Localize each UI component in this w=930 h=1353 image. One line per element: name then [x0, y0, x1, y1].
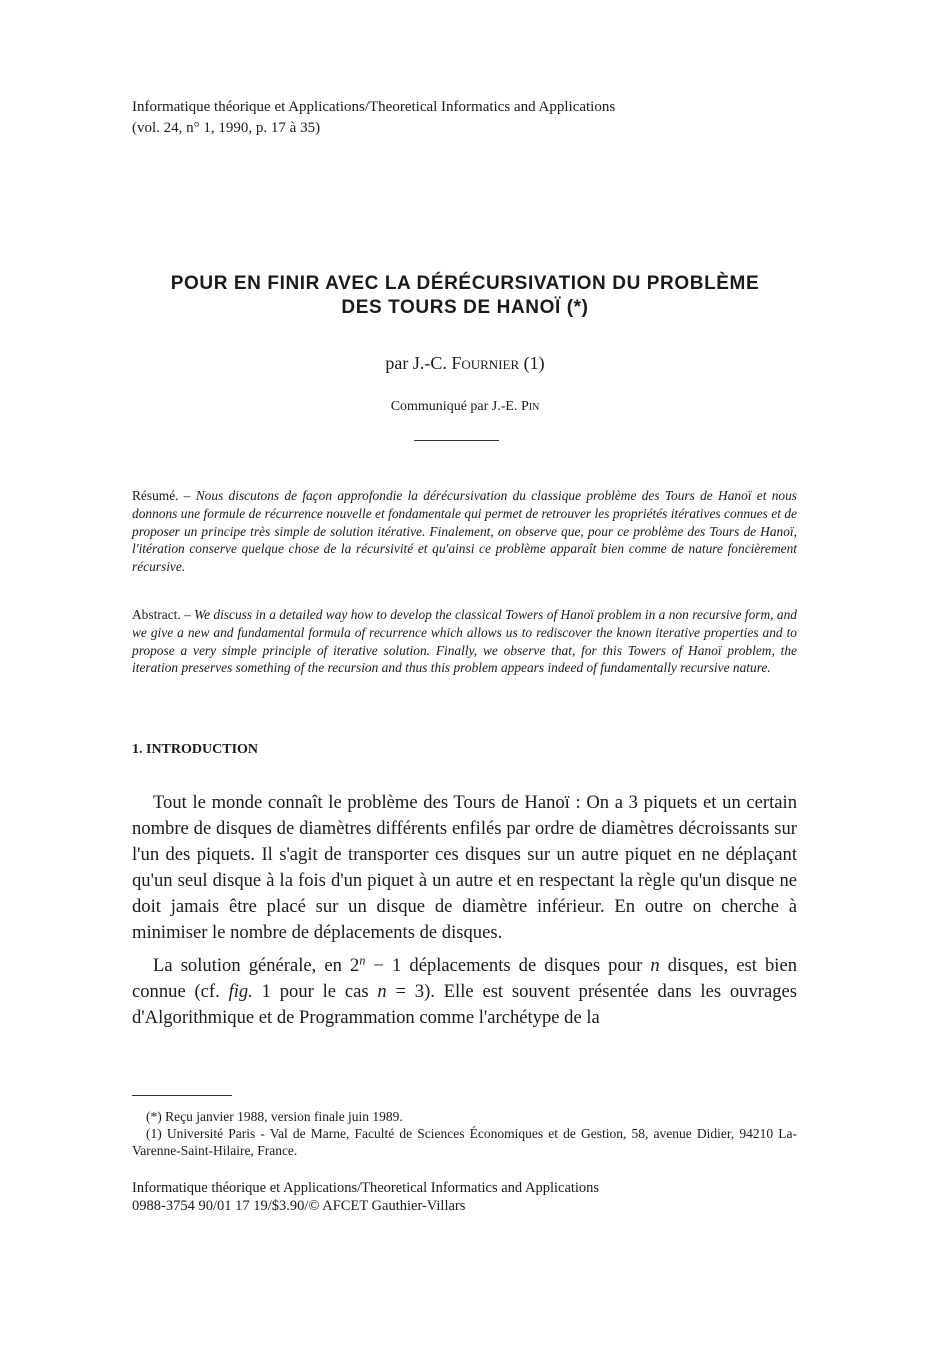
resume-label: Résumé. –	[132, 488, 191, 503]
p2-var-n: n	[650, 954, 660, 976]
p2-text-b: − 1 déplacements de disques pour	[365, 954, 651, 976]
footnote-affiliation	[132, 1125, 797, 1159]
resume-paragraph	[132, 487, 797, 576]
intro-paragraph-1: Tout le monde connaît le problème des Tours de Hanoï : On a 3 piquets et un certain nombre de disques de diamètres différents enfilés par ordre de diamètres décroissants sur l'un des piquets. Il s'agit de transporter ces disques sur un autre piquet en ne déplaçant qu'un seul disque à la fois d'un piquet à un autre et en respectant la règle qu'un disque ne doit jamais être placé sur un disque de diamètre inférieur. En outre on cherche à minimiser le nombre de déplacements de disques.	[132, 792, 797, 944]
communicated-by	[0, 399, 930, 415]
p2-exponent: n	[359, 952, 366, 967]
p2-var-n2: n	[377, 980, 387, 1002]
p2-text-d: 1 pour le cas	[252, 980, 378, 1002]
journal-header	[132, 97, 615, 139]
volume-info: (vol. 24, n° 1, 1990, p. 17 à 35)	[132, 120, 321, 136]
intro-paragraph-2	[132, 953, 797, 1031]
author-byline	[0, 353, 930, 374]
page-footer	[132, 1179, 599, 1215]
footnote-affiliation-text: Université Paris - Val de Marne, Faculté de Sciences Économiques et de Gestion, 58, avenue Didier, 94210 La-Varenne-Saint-Hilaire, France.	[132, 1126, 797, 1158]
p2-text-e: = 3). Elle est souvent présentée dans les ouvrages d'Algorithmique et de Programmation comme l'archétype de la	[132, 980, 797, 1028]
communicated-prefix: Communiqué par J.-E.	[390, 399, 518, 414]
intro-body	[132, 790, 797, 1031]
title-divider	[414, 440, 499, 441]
p2-text-a: La solution générale, en 2	[153, 954, 360, 976]
section-heading: 1. INTRODUCTION	[132, 742, 259, 757]
abstract-text: We discuss in a detailed way how to develop the classical Towers of Hanoï problem in a non recursive form, and we give a new and fundamental formula of recurrence which allows us to rediscover the known iterative properties and to propose a very simple principle of iterative solution. Finally, we observe that, for this Towers of Hanoï problem, the iteration preserves something of the recursion and thus this problem appears indeed of fundamentally recursive nature.	[132, 607, 797, 676]
resume-text: Nous discutons de façon approfondie la dérécursivation du classique problème des Tours de Hanoï et nous donnons une formule de récurrence nouvelle et fondamentale qui permet de retrouver les propriétés itératives connues et de proposer un principe très simple de solution itérative. Finalement, on observe que, pour ce problème des Tours de Hanoï, l'itération conserve quelque chose de la récursivité et qu'ainsi ce problème apparaît bien comme de nature foncièrement récursive.	[132, 488, 798, 575]
byline-prefix: par J.-C.	[385, 353, 447, 373]
author-footnote-mark: (1)	[523, 353, 545, 373]
abstract-paragraph	[132, 606, 797, 677]
communicator-surname: Pin	[520, 399, 540, 414]
author-surname: Fournier	[451, 353, 520, 373]
footer-journal: Informatique théorique et Applications/Theoretical Informatics and Applications	[132, 1180, 600, 1196]
footnote-affiliation-mark: (1)	[146, 1126, 162, 1141]
p2-fig-ref: fig.	[228, 980, 253, 1002]
footer-issn: 0988-3754 90/01 17 19/$3.90/© AFCET Gauthier-Villars	[132, 1198, 466, 1214]
p2-text-c: disques, est bien connue (cf.	[132, 954, 797, 1002]
footnote-received: (*) Reçu janvier 1988, version finale juin 1989.	[146, 1109, 403, 1124]
footnote-divider	[132, 1095, 232, 1096]
title-line-2: DES TOURS DE HANOÏ (*)	[341, 297, 589, 318]
title-line-1: POUR EN FINIR AVEC LA DÉRÉCURSIVATION DU PROBLÈME	[170, 273, 760, 294]
journal-name: Informatique théorique et Applications/Theoretical Informatics and Applications	[132, 99, 616, 115]
footnotes	[132, 1108, 797, 1159]
paper-title	[100, 272, 830, 320]
abstract-label: Abstract. –	[132, 607, 191, 622]
